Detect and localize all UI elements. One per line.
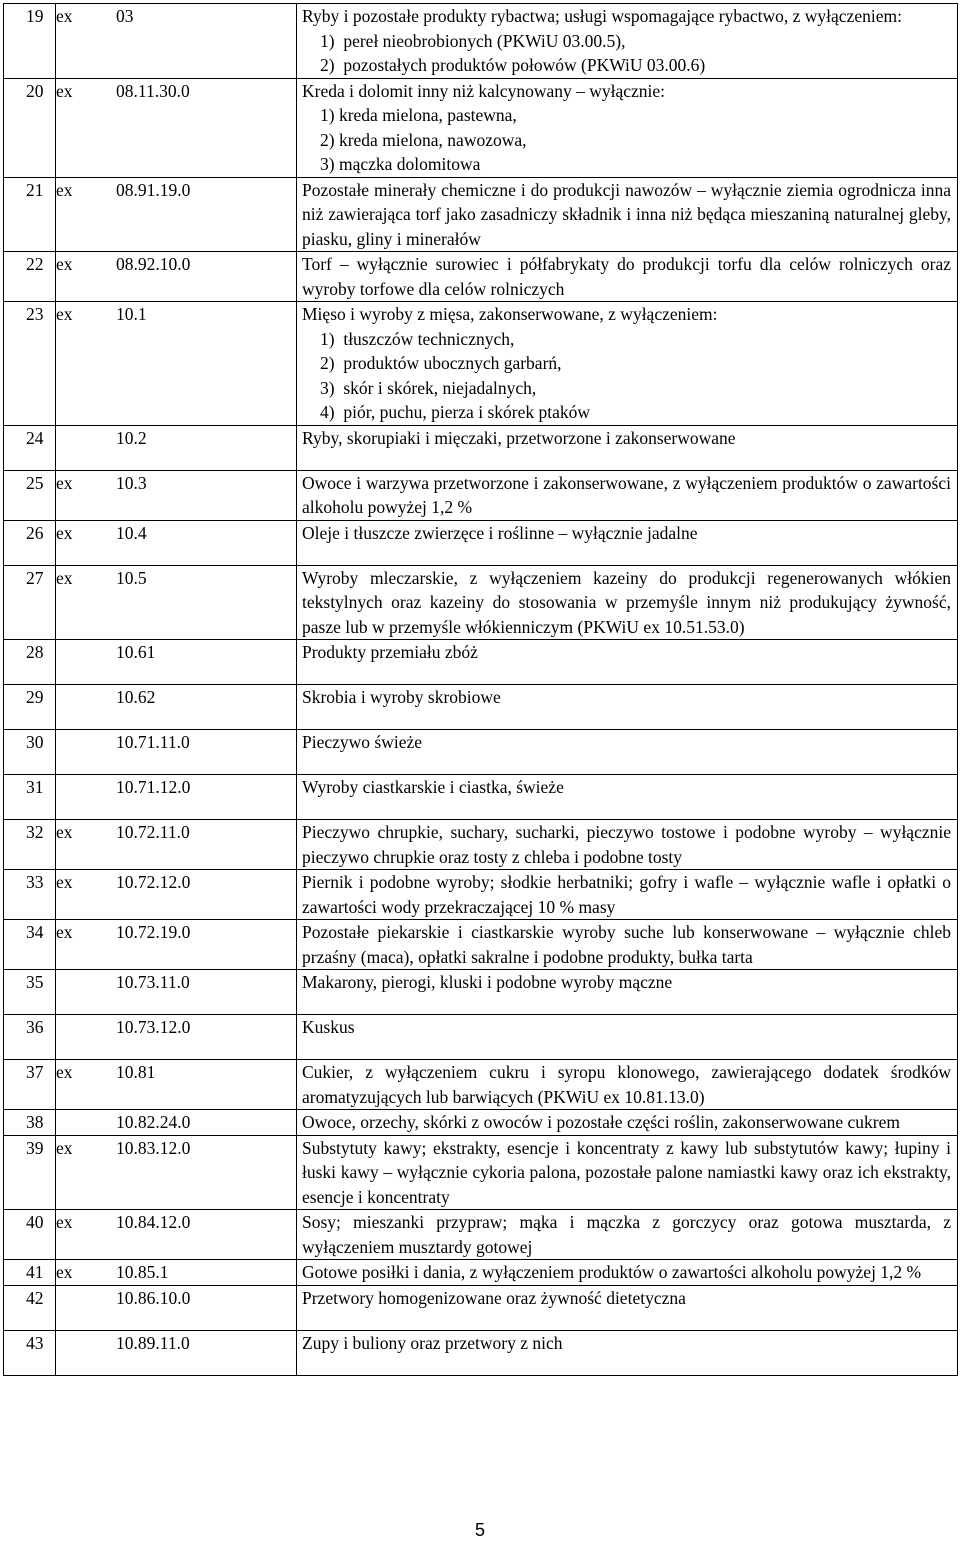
row-number: 28 — [4, 640, 56, 685]
table-row — [4, 4, 958, 79]
ex-marker: ex — [56, 1262, 73, 1282]
pkwiu-code: 08.11.30.0 — [116, 80, 190, 101]
goods-table — [3, 3, 958, 1376]
pkwiu-code: 08.92.10.0 — [116, 254, 191, 274]
pkwiu-code-cell — [56, 870, 297, 920]
pkwiu-code: 10.72.19.0 — [116, 922, 191, 942]
exclusion-item: 2) pozostałych produktów połowów (PKWiU 03.00.6) — [320, 55, 706, 75]
pkwiu-code: 10.72.11.0 — [116, 822, 190, 842]
table-row — [4, 1285, 958, 1330]
exclusion-item: 2) kreda mielona, nawozowa, — [320, 129, 527, 150]
pkwiu-code: 10.89.11.0 — [116, 1332, 190, 1353]
description-text: Gotowe posiłki i dania, z wyłączeniem produktów o zawartości alkoholu powyżej 1,2 % — [302, 1262, 922, 1282]
row-number: 29 — [4, 685, 56, 730]
ex-marker: ex — [56, 567, 73, 588]
description-text: Makarony, pierogi, kluski i podobne wyroby mączne — [302, 972, 673, 992]
row-number: 31 — [4, 775, 56, 820]
table-row — [4, 177, 958, 252]
pkwiu-code-cell — [56, 177, 297, 252]
exclusion-item: 1) tłuszczów technicznych, — [320, 328, 515, 349]
table-row — [4, 1135, 958, 1210]
ex-marker: ex — [56, 922, 73, 942]
description-text: Pozostałe minerały chemiczne i do produkcji nawozów – wyłącznie ziemia ogrodnicza inna niż zawierająca torf jako zasadniczy składnik i inna niż będąca mieszaniną naturalnej gleby, piasku, gliny i minerałów — [302, 179, 951, 249]
table-row — [4, 1260, 958, 1286]
table-row — [4, 470, 958, 520]
description-cell — [297, 1330, 958, 1375]
description-cell — [297, 730, 958, 775]
description-text: Pieczywo chrupkie, suchary, sucharki, pieczywo tostowe i podobne wyroby – wyłącznie pieczywo chrupkie oraz tosty z chleba i podobne tosty — [302, 822, 951, 867]
description-cell — [297, 685, 958, 730]
table-row — [4, 1330, 958, 1375]
page-number: 5 — [474, 1520, 485, 1540]
exclusion-item: 1) kreda mielona, pastewna, — [320, 105, 517, 125]
table-row — [4, 640, 958, 685]
description-cell — [297, 970, 958, 1015]
ex-marker: ex — [56, 179, 73, 200]
table-row — [4, 78, 958, 177]
ex-marker: ex — [56, 304, 73, 324]
row-number: 19 — [4, 4, 56, 79]
description-text: Kuskus — [302, 1017, 355, 1037]
exclusion-item: 4) piór, puchu, pierza i skórek ptaków — [320, 402, 590, 422]
description-cell — [297, 1285, 958, 1330]
description-text: Pozostałe piekarskie i ciastkarskie wyroby suche lub konserwowane – wyłącznie chleb przaśny (maca), opłatki sakralne i podobne produkty, bułka tarta — [302, 922, 951, 967]
description-text: Wyroby mleczarskie, z wyłączeniem kazeiny do produkcji regenerowanych włókien tekstylnych oraz kazeiny do stosowania w przemyśle innym niż produkujący żywność, pasze lub w przemyśle włókienniczym (PKWiU ex 10.51.53.0) — [302, 567, 951, 637]
pkwiu-code-cell — [56, 4, 297, 79]
description-text: Torf – wyłącznie surowiec i półfabrykaty do produkcji torfu dla celów rolniczych oraz wyroby torfowe dla celów rolniczych — [302, 254, 951, 299]
pkwiu-code: 10.5 — [116, 567, 147, 588]
ex-marker: ex — [56, 1137, 73, 1158]
exclusion-item: 2) produktów ubocznych garbarń, — [320, 353, 562, 373]
pkwiu-code-cell — [56, 520, 297, 565]
pkwiu-code: 08.91.19.0 — [116, 179, 191, 200]
description-cell — [297, 4, 958, 79]
description-cell — [297, 1135, 958, 1210]
ex-marker: ex — [56, 522, 73, 543]
exclusion-item: 1) pereł nieobrobionych (PKWiU 03.00.5), — [320, 30, 626, 51]
pkwiu-code: 10.81 — [116, 1062, 156, 1082]
pkwiu-code-cell — [56, 425, 297, 470]
table-row — [4, 970, 958, 1015]
row-number: 34 — [4, 920, 56, 970]
description-text: Cukier, z wyłączeniem cukru i syropu klonowego, zawierającego dodatek środków aromatyzujących lub barwiących (PKWiU ex 10.81.13.0) — [302, 1062, 951, 1107]
ex-marker: ex — [56, 472, 73, 493]
pkwiu-code: 10.2 — [116, 427, 147, 448]
row-number: 37 — [4, 1060, 56, 1110]
ex-marker: ex — [56, 822, 73, 842]
pkwiu-code: 10.3 — [116, 472, 147, 493]
table-row — [4, 870, 958, 920]
pkwiu-code: 10.85.1 — [116, 1262, 169, 1282]
pkwiu-code-cell — [56, 775, 297, 820]
row-number: 36 — [4, 1015, 56, 1060]
row-number: 38 — [4, 1110, 56, 1136]
table-row — [4, 425, 958, 470]
description-cell — [297, 565, 958, 640]
pkwiu-code-cell — [56, 1110, 297, 1136]
pkwiu-code-cell — [56, 1330, 297, 1375]
description-cell — [297, 775, 958, 820]
description-text: Przetwory homogenizowane oraz żywność dietetyczna — [302, 1287, 686, 1308]
goods-table-body — [4, 4, 958, 1376]
row-number: 41 — [4, 1260, 56, 1286]
pkwiu-code-cell — [56, 1060, 297, 1110]
table-row — [4, 920, 958, 970]
row-number: 40 — [4, 1210, 56, 1260]
ex-marker: ex — [56, 872, 73, 892]
table-row — [4, 685, 958, 730]
table-row — [4, 252, 958, 302]
table-row — [4, 302, 958, 426]
pkwiu-code-cell — [56, 1260, 297, 1286]
table-row — [4, 565, 958, 640]
pkwiu-code-cell — [56, 252, 297, 302]
pkwiu-code-cell — [56, 730, 297, 775]
row-number: 26 — [4, 520, 56, 565]
description-cell — [297, 470, 958, 520]
ex-marker: ex — [56, 6, 73, 26]
pkwiu-code-cell — [56, 820, 297, 870]
pkwiu-code-cell — [56, 565, 297, 640]
pkwiu-code: 10.4 — [116, 522, 147, 543]
table-row — [4, 1110, 958, 1136]
pkwiu-code-cell — [56, 302, 297, 426]
table-row — [4, 820, 958, 870]
table-row — [4, 1210, 958, 1260]
description-text: Sosy; mieszanki przypraw; mąka i mączka z gorczycy oraz gotowa musztarda, z wyłączeniem musztardy gotowej — [302, 1212, 951, 1257]
table-row — [4, 1060, 958, 1110]
description-cell — [297, 820, 958, 870]
description-text: Kreda i dolomit inny niż kalcynowany – wyłącznie: — [302, 80, 666, 101]
description-cell — [297, 1110, 958, 1136]
row-number: 32 — [4, 820, 56, 870]
description-text: Ryby i pozostałe produkty rybactwa; usługi wspomagające rybactwo, z wyłączeniem: — [302, 6, 902, 26]
exclusion-item: 3) skór i skórek, niejadalnych, — [320, 377, 537, 398]
pkwiu-code: 10.73.11.0 — [116, 972, 190, 992]
row-number: 33 — [4, 870, 56, 920]
description-cell — [297, 520, 958, 565]
pkwiu-code: 10.1 — [116, 304, 147, 324]
row-number: 21 — [4, 177, 56, 252]
pkwiu-code: 10.86.10.0 — [116, 1287, 191, 1308]
row-number: 39 — [4, 1135, 56, 1210]
pkwiu-code: 03 — [116, 6, 134, 26]
row-number: 43 — [4, 1330, 56, 1375]
description-text: Ryby, skorupiaki i mięczaki, przetworzone i zakonserwowane — [302, 427, 736, 448]
description-text: Mięso i wyroby z mięsa, zakonserwowane, z wyłączeniem: — [302, 304, 718, 324]
pkwiu-code: 10.82.24.0 — [116, 1112, 191, 1132]
row-number: 25 — [4, 470, 56, 520]
description-cell — [297, 177, 958, 252]
pkwiu-code: 10.71.12.0 — [116, 777, 191, 797]
ex-marker: ex — [56, 254, 73, 274]
table-row — [4, 520, 958, 565]
description-text: Skrobia i wyroby skrobiowe — [302, 687, 501, 707]
description-text: Oleje i tłuszcze zwierzęce i roślinne – wyłącznie jadalne — [302, 522, 698, 543]
description-text: Zupy i buliony oraz przetwory z nich — [302, 1332, 563, 1353]
pkwiu-code-cell — [56, 1210, 297, 1260]
pkwiu-code-cell — [56, 470, 297, 520]
row-number: 42 — [4, 1285, 56, 1330]
description-cell — [297, 640, 958, 685]
description-text: Pieczywo świeże — [302, 732, 423, 752]
description-cell — [297, 1210, 958, 1260]
row-number: 24 — [4, 425, 56, 470]
ex-marker: ex — [56, 1212, 73, 1232]
ex-marker: ex — [56, 80, 73, 101]
pkwiu-code-cell — [56, 1135, 297, 1210]
table-row — [4, 1015, 958, 1060]
row-number: 30 — [4, 730, 56, 775]
row-number: 20 — [4, 78, 56, 177]
description-cell — [297, 78, 958, 177]
description-text: Produkty przemiału zbóż — [302, 642, 478, 662]
ex-marker: ex — [56, 1062, 73, 1082]
pkwiu-code: 10.62 — [116, 687, 156, 707]
row-number: 23 — [4, 302, 56, 426]
pkwiu-code: 10.71.11.0 — [116, 732, 190, 752]
description-cell — [297, 302, 958, 426]
description-text: Wyroby ciastkarskie i ciastka, świeże — [302, 777, 564, 797]
description-cell — [297, 870, 958, 920]
pkwiu-code-cell — [56, 685, 297, 730]
description-text: Substytuty kawy; ekstrakty, esencje i koncentraty z kawy lub substytutów kawy; łupiny i łuski kawy – wyłącznie cykoria palona, pozostałe palone namiastki kawy oraz ich ekstrakty, esencje i koncentraty — [302, 1137, 951, 1207]
description-text: Owoce, orzechy, skórki z owoców i pozostałe części roślin, zakonserwowane cukrem — [302, 1112, 901, 1132]
pkwiu-code-cell — [56, 78, 297, 177]
description-cell — [297, 252, 958, 302]
description-cell — [297, 920, 958, 970]
description-cell — [297, 1060, 958, 1110]
table-row — [4, 775, 958, 820]
row-number: 35 — [4, 970, 56, 1015]
pkwiu-code-cell — [56, 970, 297, 1015]
pkwiu-code: 10.84.12.0 — [116, 1212, 191, 1232]
description-text: Owoce i warzywa przetworzone i zakonserwowane, z wyłączeniem produktów o zawartości alkoholu powyżej 1,2 % — [302, 472, 951, 517]
table-row — [4, 730, 958, 775]
row-number: 27 — [4, 565, 56, 640]
pkwiu-code-cell — [56, 1015, 297, 1060]
description-cell — [297, 425, 958, 470]
row-number: 22 — [4, 252, 56, 302]
pkwiu-code: 10.83.12.0 — [116, 1137, 191, 1158]
description-text: Piernik i podobne wyroby; słodkie herbatniki; gofry i wafle – wyłącznie wafle i opłatki o zawartości wody przekraczającej 10 % masy — [302, 872, 951, 917]
exclusion-item: 3) mączka dolomitowa — [320, 154, 481, 174]
description-cell — [297, 1260, 958, 1286]
pkwiu-code: 10.61 — [116, 642, 156, 662]
description-cell — [297, 1015, 958, 1060]
pkwiu-code: 10.72.12.0 — [116, 872, 191, 892]
pkwiu-code-cell — [56, 920, 297, 970]
pkwiu-code-cell — [56, 1285, 297, 1330]
pkwiu-code: 10.73.12.0 — [116, 1017, 191, 1037]
pkwiu-code-cell — [56, 640, 297, 685]
